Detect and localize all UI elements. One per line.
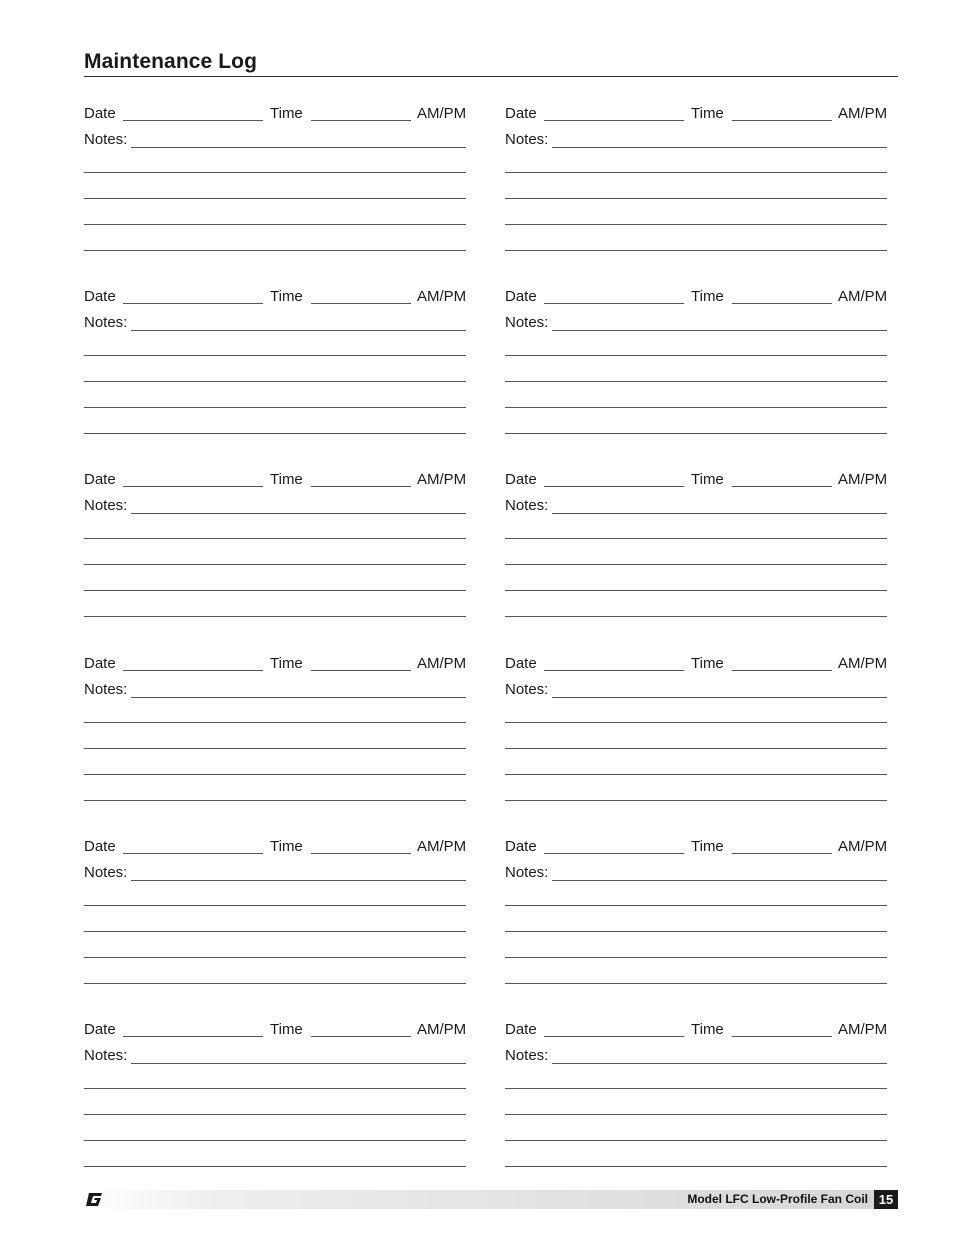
time-label: Time <box>270 471 303 488</box>
notes-line[interactable] <box>84 355 466 356</box>
ampm-label: AM/PM <box>417 288 467 305</box>
notes-line[interactable] <box>505 983 887 984</box>
log-entry <box>84 470 484 640</box>
log-entry <box>505 837 905 1007</box>
date-label: Date <box>84 838 116 855</box>
notes-line[interactable] <box>84 433 466 434</box>
notes-line[interactable] <box>84 407 466 408</box>
page-number: 15 <box>874 1190 898 1209</box>
ampm-label: AM/PM <box>838 288 888 305</box>
date-label: Date <box>84 655 116 672</box>
ampm-label: AM/PM <box>838 105 888 122</box>
notes-line[interactable] <box>84 748 466 749</box>
ampm-label: AM/PM <box>838 471 888 488</box>
time-label: Time <box>270 838 303 855</box>
notes-label: Notes: <box>84 681 128 698</box>
notes-line[interactable] <box>84 250 466 251</box>
notes-label: Notes: <box>505 681 549 698</box>
notes-line[interactable] <box>505 800 887 801</box>
log-entry <box>84 654 484 824</box>
time-label: Time <box>270 1021 303 1038</box>
time-field[interactable] <box>732 486 832 487</box>
notes-field[interactable] <box>131 697 466 698</box>
notes-line[interactable] <box>505 172 887 173</box>
notes-line[interactable] <box>505 590 887 591</box>
ampm-label: AM/PM <box>838 1021 888 1038</box>
time-field[interactable] <box>311 486 411 487</box>
time-field[interactable] <box>732 853 832 854</box>
time-field[interactable] <box>311 853 411 854</box>
notes-label: Notes: <box>84 1047 128 1064</box>
date-label: Date <box>505 655 537 672</box>
date-field[interactable] <box>544 670 684 671</box>
time-label: Time <box>691 105 724 122</box>
notes-field[interactable] <box>131 147 466 148</box>
notes-label: Notes: <box>84 497 128 514</box>
log-entry <box>84 287 484 457</box>
notes-line[interactable] <box>505 1114 887 1115</box>
time-field[interactable] <box>732 303 832 304</box>
log-entry <box>505 470 905 640</box>
notes-line[interactable] <box>505 931 887 932</box>
greenheck-logo-icon <box>85 1192 103 1207</box>
date-label: Date <box>505 838 537 855</box>
time-field[interactable] <box>732 120 832 121</box>
notes-line[interactable] <box>505 1140 887 1141</box>
notes-field[interactable] <box>131 880 466 881</box>
notes-line[interactable] <box>84 224 466 225</box>
time-label: Time <box>691 288 724 305</box>
time-label: Time <box>691 838 724 855</box>
notes-line[interactable] <box>505 905 887 906</box>
date-field[interactable] <box>123 853 263 854</box>
date-field[interactable] <box>544 1036 684 1037</box>
notes-line[interactable] <box>84 722 466 723</box>
notes-line[interactable] <box>505 564 887 565</box>
notes-label: Notes: <box>84 131 128 148</box>
notes-line[interactable] <box>505 224 887 225</box>
log-entry <box>505 104 905 274</box>
notes-label: Notes: <box>505 314 549 331</box>
notes-line[interactable] <box>505 774 887 775</box>
notes-label: Notes: <box>505 131 549 148</box>
time-field[interactable] <box>732 670 832 671</box>
time-label: Time <box>270 655 303 672</box>
notes-line[interactable] <box>84 905 466 906</box>
time-label: Time <box>691 1021 724 1038</box>
notes-field[interactable] <box>131 330 466 331</box>
date-label: Date <box>505 1021 537 1038</box>
notes-line[interactable] <box>84 1088 466 1089</box>
notes-line[interactable] <box>505 381 887 382</box>
notes-label: Notes: <box>84 864 128 881</box>
notes-field[interactable] <box>552 330 887 331</box>
notes-line[interactable] <box>505 198 887 199</box>
notes-line[interactable] <box>505 407 887 408</box>
notes-line[interactable] <box>505 250 887 251</box>
log-entry <box>505 287 905 457</box>
page-title: Maintenance Log <box>84 50 258 73</box>
time-field[interactable] <box>311 1036 411 1037</box>
date-label: Date <box>84 1021 116 1038</box>
notes-line[interactable] <box>84 800 466 801</box>
notes-label: Notes: <box>505 864 549 881</box>
notes-field[interactable] <box>552 513 887 514</box>
notes-line[interactable] <box>84 1166 466 1167</box>
time-label: Time <box>691 471 724 488</box>
notes-line[interactable] <box>505 748 887 749</box>
notes-line[interactable] <box>505 433 887 434</box>
notes-field[interactable] <box>131 1063 466 1064</box>
notes-line[interactable] <box>84 983 466 984</box>
notes-line[interactable] <box>84 957 466 958</box>
notes-line[interactable] <box>505 957 887 958</box>
notes-field[interactable] <box>552 1063 887 1064</box>
date-label: Date <box>505 471 537 488</box>
notes-line[interactable] <box>84 931 466 932</box>
log-entry <box>84 837 484 1007</box>
notes-field[interactable] <box>131 513 466 514</box>
time-label: Time <box>691 655 724 672</box>
date-label: Date <box>505 105 537 122</box>
notes-line[interactable] <box>505 355 887 356</box>
date-field[interactable] <box>544 853 684 854</box>
notes-line[interactable] <box>84 1114 466 1115</box>
time-field[interactable] <box>311 120 411 121</box>
notes-label: Notes: <box>84 314 128 331</box>
notes-line[interactable] <box>84 590 466 591</box>
notes-line[interactable] <box>505 722 887 723</box>
ampm-label: AM/PM <box>417 1021 467 1038</box>
notes-line[interactable] <box>505 1166 887 1167</box>
notes-line[interactable] <box>84 564 466 565</box>
ampm-label: AM/PM <box>417 838 467 855</box>
date-label: Date <box>84 105 116 122</box>
notes-line[interactable] <box>84 381 466 382</box>
notes-label: Notes: <box>505 497 549 514</box>
date-label: Date <box>84 288 116 305</box>
log-entry <box>84 1020 484 1190</box>
ampm-label: AM/PM <box>417 655 467 672</box>
notes-line[interactable] <box>84 616 466 617</box>
notes-line[interactable] <box>84 774 466 775</box>
date-field[interactable] <box>123 670 263 671</box>
date-field[interactable] <box>544 486 684 487</box>
notes-line[interactable] <box>84 538 466 539</box>
log-entry <box>505 654 905 824</box>
time-label: Time <box>270 105 303 122</box>
time-field[interactable] <box>311 303 411 304</box>
ampm-label: AM/PM <box>417 471 467 488</box>
date-field[interactable] <box>544 120 684 121</box>
time-field[interactable] <box>732 1036 832 1037</box>
date-field[interactable] <box>544 303 684 304</box>
notes-line[interactable] <box>84 198 466 199</box>
date-field[interactable] <box>123 486 263 487</box>
notes-line[interactable] <box>84 1140 466 1141</box>
footer-model-text: Model LFC Low-Profile Fan Coil <box>687 1192 868 1206</box>
log-entry <box>84 104 484 274</box>
date-field[interactable] <box>123 1036 263 1037</box>
date-field[interactable] <box>123 120 263 121</box>
ampm-label: AM/PM <box>838 655 888 672</box>
notes-line[interactable] <box>505 538 887 539</box>
ampm-label: AM/PM <box>417 105 467 122</box>
date-field[interactable] <box>123 303 263 304</box>
notes-field[interactable] <box>552 697 887 698</box>
time-field[interactable] <box>311 670 411 671</box>
notes-line[interactable] <box>505 1088 887 1089</box>
date-label: Date <box>505 288 537 305</box>
log-entry <box>505 1020 905 1190</box>
notes-field[interactable] <box>552 147 887 148</box>
time-label: Time <box>270 288 303 305</box>
notes-field[interactable] <box>552 880 887 881</box>
ampm-label: AM/PM <box>838 838 888 855</box>
notes-line[interactable] <box>84 172 466 173</box>
notes-line[interactable] <box>505 616 887 617</box>
date-label: Date <box>84 471 116 488</box>
notes-label: Notes: <box>505 1047 549 1064</box>
